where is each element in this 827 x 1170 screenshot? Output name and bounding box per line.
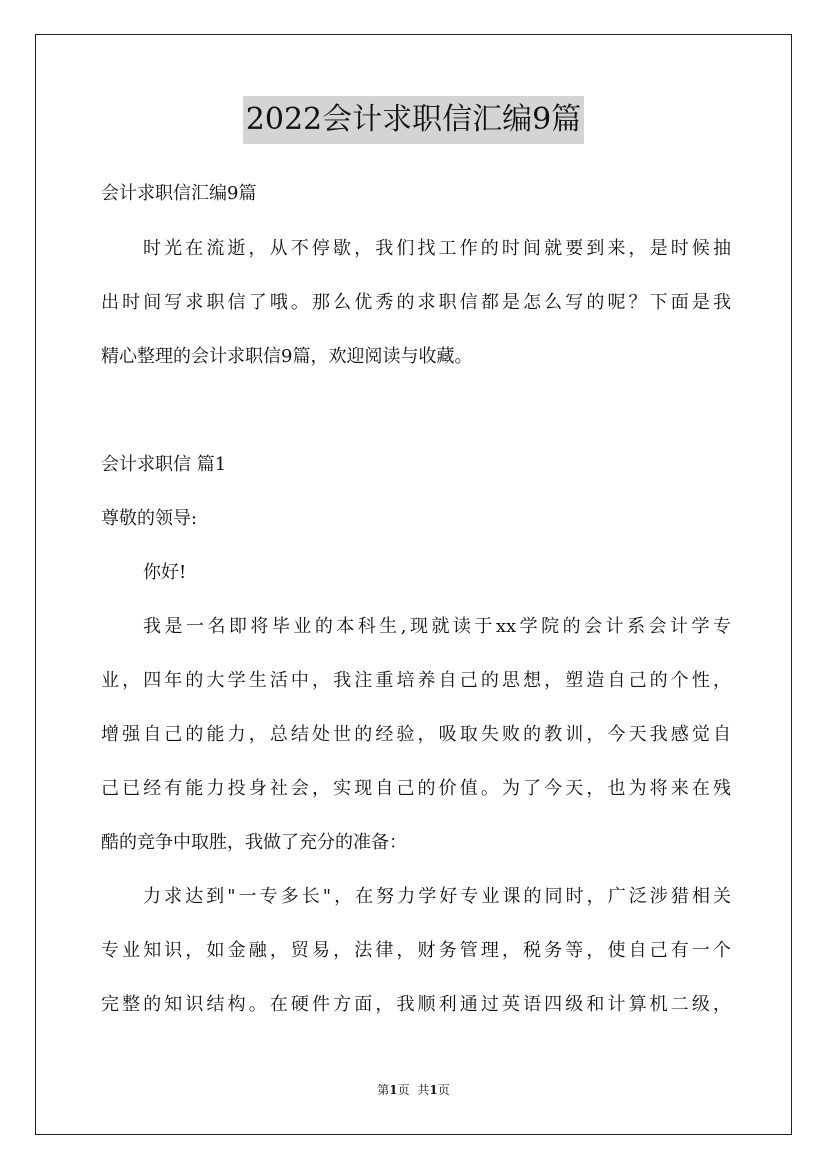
greeting: 你好! xyxy=(143,562,187,583)
paragraph1-line-1: 我是一名即将毕业的本科生,现就读于xx学院的会计系会计学专 xyxy=(143,616,731,637)
paragraph1-line-2: 业，四年的大学生活中，我注重培养自己的思想，塑造自己的个性， xyxy=(101,670,731,691)
total-suffix: 页 xyxy=(437,1083,450,1097)
paragraph1-line-3: 增强自己的能力，总结处世的经验，吸取失败的教训，今天我感觉自 xyxy=(101,724,731,745)
intro-line-1: 时光在流逝，从不停歇，我们找工作的时间就要到来，是时候抽 xyxy=(143,238,731,259)
paragraph2-line-1: 力求达到"一专多长"，在努力学好专业课的同时，广泛涉猎相关 xyxy=(143,886,731,907)
paragraph1-line-4: 己已经有能力投身社会，实现自己的价值。为了今天，也为将来在残 xyxy=(101,778,731,799)
document-subtitle: 会计求职信汇编9篇 xyxy=(101,183,257,204)
total-prefix: 共 xyxy=(417,1083,430,1097)
paragraph2-line-2: 专业知识，如金融，贸易，法律，财务管理，税务等，使自己有一个 xyxy=(101,940,731,961)
document-title xyxy=(0,96,827,144)
page-prefix: 第 xyxy=(377,1083,390,1097)
paragraph1-line-5: 酷的竞争中取胜，我做了充分的准备： xyxy=(101,832,407,853)
page-suffix: 页 xyxy=(397,1083,410,1097)
intro-line-2: 出时间写求职信了哦。那么优秀的求职信都是怎么写的呢？下面是我 xyxy=(101,292,731,313)
salutation: 尊敬的领导: xyxy=(101,508,198,529)
total-number: 1 xyxy=(429,1083,438,1097)
paragraph2-line-3: 完整的知识结构。在硬件方面，我顺利通过英语四级和计算机二级， xyxy=(101,994,731,1015)
section-heading: 会计求职信 篇1 xyxy=(101,454,227,475)
page-footer xyxy=(0,1081,827,1099)
page-number: 1 xyxy=(389,1083,398,1097)
intro-line-3: 精心整理的会计求职信9篇，欢迎阅读与收藏。 xyxy=(101,346,473,367)
document-title-text: 2022会计求职信汇编9篇 xyxy=(243,96,584,144)
